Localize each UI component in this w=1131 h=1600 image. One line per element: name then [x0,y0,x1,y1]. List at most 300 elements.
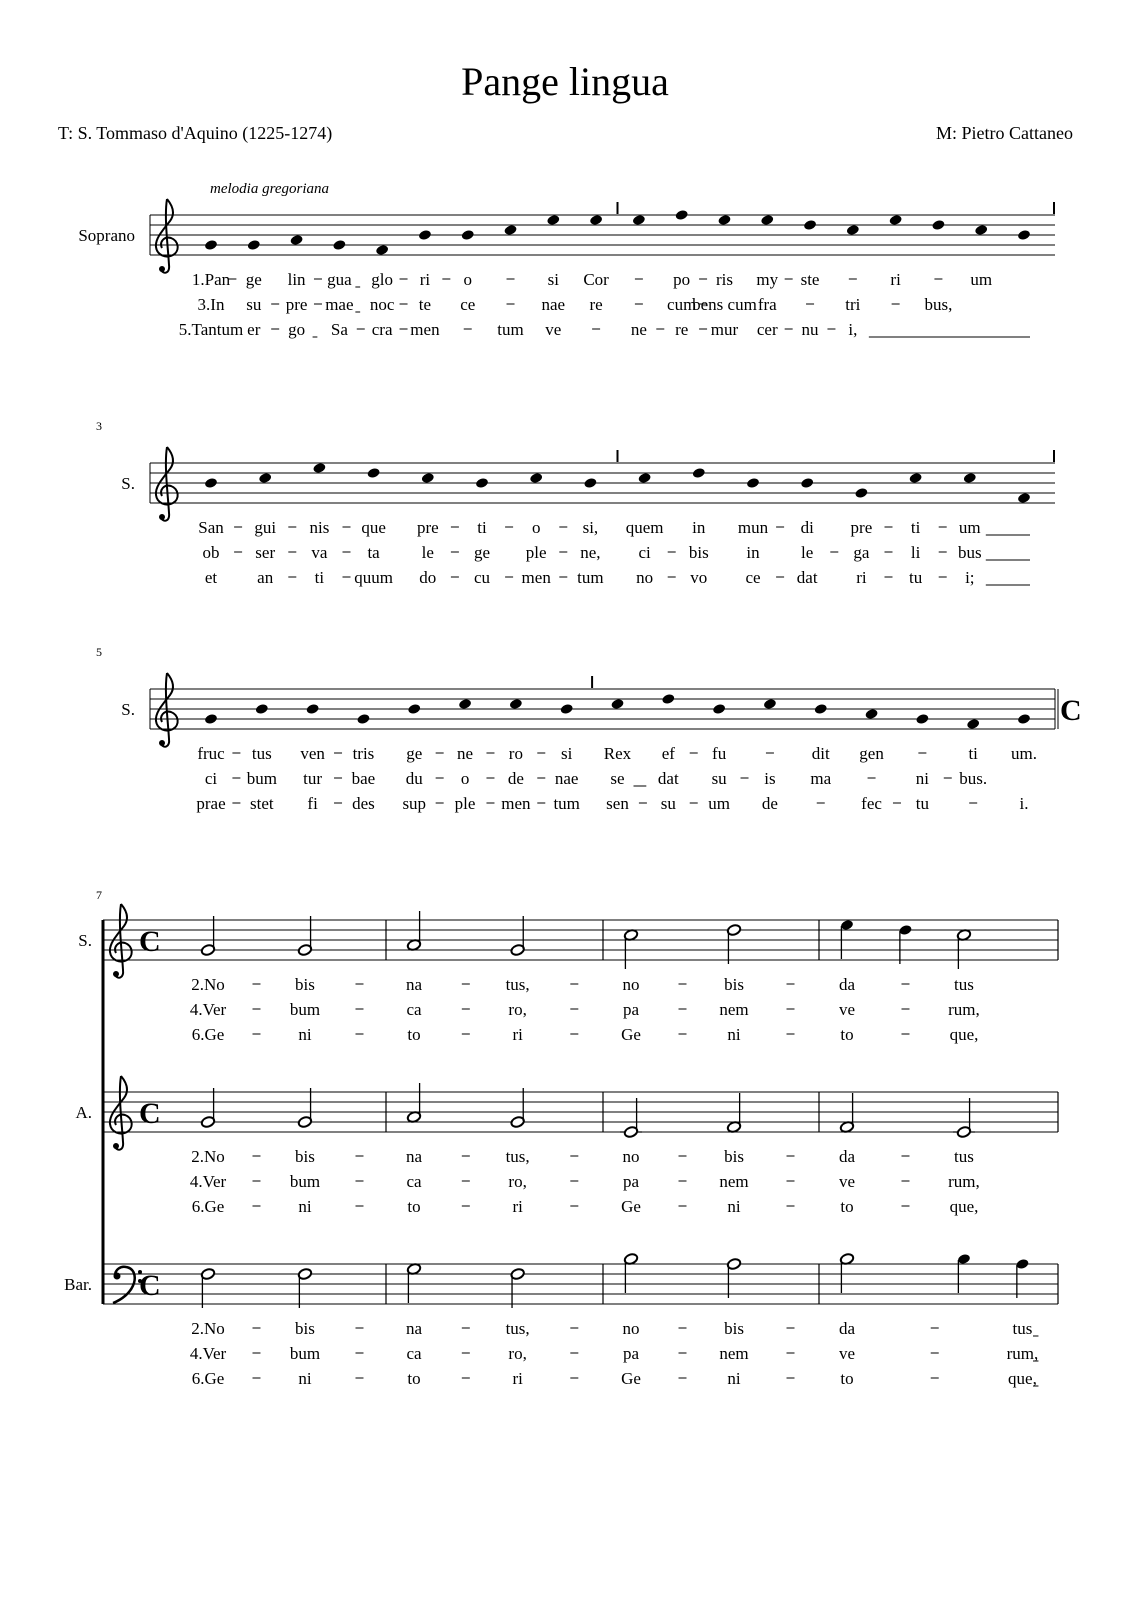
lyric-syllable: sup [402,794,427,813]
lyric-syllable: su [246,295,262,314]
lyric-syllable: nu [801,320,819,339]
lyric-syllable: tum [553,794,580,813]
lyric-syllable: tus, [505,975,530,994]
note-head [560,703,574,715]
treble-clef-stem [115,904,123,978]
lyric-syllable: ce [460,295,476,314]
lyric-syllable: 4.Ver [189,1172,227,1191]
lyric-syllable: pa [622,1172,640,1191]
lyric-syllable: i. [1019,794,1029,813]
lyric-syllable: si [561,744,573,763]
note-head [760,214,774,226]
lyric-syllable: ni [727,1025,741,1044]
lyric-syllable: bus, [924,295,953,314]
lyric-syllable: 1.Pan [191,270,231,289]
treble-clef-stem [115,1076,123,1150]
note-head [763,698,777,710]
choir-system [64,888,1058,1388]
lyric-syllable: ni [727,1197,741,1216]
note-head [367,467,381,479]
lyric-syllable: su [660,794,676,813]
lyric-syllable: mun [737,518,769,537]
bass-clef-dot [114,1273,121,1280]
note-head [375,244,389,256]
lyric-syllable: fec [861,794,882,813]
lyric-syllable: que [361,518,386,537]
lyric-syllable: va [311,543,328,562]
lyric-syllable: 5.Tantum [178,320,244,339]
lyric-syllable: to [407,1369,421,1388]
staff-label: S. [121,700,135,719]
lyric-syllable: le [421,543,434,562]
lyric-syllable: 4.Ver [189,1344,227,1363]
lyric-syllable: ne [630,320,647,339]
note-head [503,224,517,236]
lyric-syllable: pa [622,1344,640,1363]
lyric-syllable: ni [298,1197,312,1216]
lyric-syllable: bis [295,1319,315,1338]
lyric-syllable: que, [1008,1369,1037,1388]
lyric-syllable: Sa [330,320,348,339]
lyric-syllable: ne, [580,543,601,562]
lyric-syllable: lin [287,270,306,289]
lyric-syllable: cer [756,320,778,339]
lyric-syllable: noc [369,295,395,314]
treble-clef-dot [159,740,165,746]
lyric-syllable: fra [757,295,777,314]
lyric-syllable: ne [457,744,474,763]
time-signature: C [139,1097,161,1130]
lyric-syllable: rum, [1006,1344,1039,1363]
lyric-syllable: na [405,975,423,994]
choir-staff [75,1076,1058,1216]
lyric-syllable: tu [915,794,929,813]
lyric-syllable: dit [811,744,830,763]
lyric-syllable: Rex [603,744,632,763]
note-head [632,214,646,226]
note-head [290,234,304,246]
lyric-syllable: bis [724,975,744,994]
lyric-syllable: 3.In [197,295,225,314]
lyric-syllable: mur [710,320,739,339]
lyric-syllable: 4.Ver [189,1000,227,1019]
lyric-syllable: ti [910,518,921,537]
lyric-syllable: um [958,518,981,537]
lyric-syllable: pa [622,1000,640,1019]
score-title: Pange lingua [461,59,669,104]
lyric-syllable: fruc [197,744,225,763]
lyric-syllable: ven [300,744,325,763]
note-head [1017,713,1031,725]
measure-number: 3 [96,419,102,433]
treble-clef-icon [156,673,178,747]
lyric-syllable: re [589,295,603,314]
lyric-syllable: ni [727,1369,741,1388]
note-head [204,713,218,725]
lyric-syllable: ple [525,543,547,562]
lyric-syllable: si [547,270,559,289]
lyric-syllable: ce [745,568,761,587]
lyric-syllable: fi [307,794,318,813]
lyric-syllable: tum [497,320,524,339]
lyric-syllable: tris [352,744,375,763]
lyric-syllable: tus, [505,1319,530,1338]
lyric-syllable: men [410,320,440,339]
lyric-syllable: to [840,1197,854,1216]
lyric-syllable: nae [554,769,579,788]
bass-clef-curve [113,1267,135,1303]
lyric-syllable: nae [541,295,566,314]
lyric-syllable: Ge [621,1369,641,1388]
lyric-syllable: ste [800,270,820,289]
note-head [915,713,929,725]
lyric-syllable: ser [255,543,276,562]
note-head [814,703,828,715]
lyric-syllable: ge [245,270,262,289]
lyric-syllable: ca [406,1000,422,1019]
lyric-syllable: Cor [583,270,609,289]
lyric-syllable: o [460,769,470,788]
lyric-syllable: re [675,320,689,339]
note-head [661,693,675,705]
note-head [803,219,817,231]
lyric-syllable: bis [688,543,709,562]
lyric-syllable: bum [246,769,277,788]
lyric-syllable: to [407,1025,421,1044]
lyric-syllable: de [507,769,524,788]
lyric-syllable: bis [295,1147,315,1166]
lyric-syllable: vo [690,568,708,587]
time-signature: C [1060,694,1082,727]
note-head [306,703,320,715]
lyric-syllable: no [622,975,640,994]
note-head [546,214,560,226]
note-head [717,214,731,226]
lyric-syllable: tu [908,568,923,587]
lyric-syllable: gua [327,270,352,289]
note-head [312,462,326,474]
note-head [589,214,603,226]
lyric-syllable: quum [354,568,393,587]
lyric-syllable: nis [309,518,330,537]
lyric-syllable: ni [915,769,929,788]
lyric-syllable: ga [853,543,870,562]
note-head [529,472,543,484]
lyric-syllable: tum [577,568,604,587]
lyric-syllable: ro, [508,1344,527,1363]
lyric-syllable: ve [838,1172,856,1191]
lyric-syllable: do [419,568,437,587]
lyric-syllable: dat [657,769,679,788]
lyric-syllable: bus [957,543,982,562]
lyric-syllable: cra [371,320,393,339]
treble-clef-icon [156,199,178,273]
staff-label: S. [121,474,135,493]
lyric-syllable: ef [661,744,675,763]
lyric-syllable: stet [250,794,274,813]
lyric-syllable: dat [796,568,818,587]
lyric-syllable: ni [298,1369,312,1388]
text-credit: T: S. Tommaso d'Aquino (1225-1274) [58,123,333,143]
lyric-syllable: um. [1011,744,1037,763]
lyric-syllable: 2.No [191,975,225,994]
lyric-syllable: to [407,1197,421,1216]
lyric-syllable: ta [367,543,380,562]
note-head [475,477,489,489]
direction-text: melodia gregoriana [210,181,330,197]
note-head [638,472,652,484]
note-head [258,472,272,484]
lyric-syllable: que, [949,1197,979,1216]
staff-label: S. [78,931,92,950]
lyric-syllable: an [257,568,274,587]
lyric-syllable: Ge [621,1197,641,1216]
note-head [800,477,814,489]
lyric-syllable: 6.Ge [191,1197,225,1216]
lyric-syllable: pre [850,518,873,537]
lyric-syllable: ri [512,1025,523,1044]
music-credit: M: Pietro Cattaneo [936,123,1073,143]
lyric-syllable: na [405,1147,423,1166]
staff-label: A. [75,1103,92,1122]
lyric-syllable: fu [712,744,727,763]
lyric-syllable: i, [848,320,858,339]
lyric-syllable: et [204,568,218,587]
treble-clef-dot [159,514,165,520]
lyric-syllable: ci [204,769,218,788]
lyric-syllable: de [761,794,778,813]
lyric-syllable: pre [285,295,308,314]
lyric-syllable: my [756,270,779,289]
lyric-syllable: in [692,518,706,537]
lyric-syllable: Ge [621,1025,641,1044]
note-head [854,487,868,499]
lyric-syllable: tur [303,769,323,788]
note-head [421,472,435,484]
lyric-syllable: si, [582,518,599,537]
note-head [418,229,432,241]
note-head [1017,492,1031,504]
lyric-syllable: bae [351,769,376,788]
lyric-syllable: gen [859,744,884,763]
lyric-syllable: tus [1012,1319,1033,1338]
lyric-syllable: su [711,769,727,788]
lyric-syllable: go [288,320,306,339]
lyric-syllable: cum [667,295,697,314]
treble-clef-icon [110,904,132,978]
lyric-syllable: ni [298,1025,312,1044]
lyric-syllable: bum [289,1344,321,1363]
lyric-syllable: nem [719,1000,749,1019]
note-head [356,713,370,725]
lyric-syllable: ti [477,518,487,537]
lyric-syllable: bum [289,1000,321,1019]
note-head [461,229,475,241]
lyric-syllable: no [636,568,654,587]
lyric-syllable: na [405,1319,423,1338]
lyric-syllable: ri [419,270,431,289]
treble-clef-dot [113,1143,119,1149]
lyric-syllable: nem [719,1344,749,1363]
lyric-syllable: mae [325,295,354,314]
note-head [204,239,218,251]
bass-clef-icon [113,1267,142,1303]
note-head [909,472,923,484]
note-head [407,703,421,715]
note-head [931,219,945,231]
lyric-syllable: 6.Ge [191,1025,225,1044]
lyric-syllable: ve [838,1344,856,1363]
lyric-syllable: tus [954,1147,974,1166]
lyric-syllable: gui [254,518,277,537]
lyric-syllable: ge [406,744,423,763]
lyric-syllable: ple [454,794,476,813]
note-head [247,239,261,251]
note-head [610,698,624,710]
lyric-syllable: glo [371,270,394,289]
lyric-syllable: li [910,543,921,562]
note-head [974,224,988,236]
note-head [746,477,760,489]
lyric-syllable: te [418,295,432,314]
time-signature: C [139,1269,161,1302]
lyric-syllable: ri [512,1369,523,1388]
lyric-syllable: ci [638,543,651,562]
lyric-syllable: rum, [948,1000,980,1019]
lyric-syllable: da [838,1147,856,1166]
treble-clef-stem [161,673,169,747]
lyric-syllable: sen [606,794,629,813]
lyric-syllable: le [801,543,814,562]
lyric-syllable: is [764,769,776,788]
note-head [1017,229,1031,241]
lyric-syllable: du [405,769,423,788]
note-head [966,718,980,730]
lyric-syllable: tri [845,295,861,314]
lyric-syllable: 2.No [191,1319,225,1338]
lyric-syllable: bus. [959,769,988,788]
lyric-syllable: i; [965,568,975,587]
note-head [889,214,903,226]
lyric-syllable: ri [890,270,901,289]
lyric-syllable: 2.No [191,1147,225,1166]
lyric-syllable: da [838,1319,856,1338]
lyric-syllable: men [521,568,551,587]
lyric-syllable: ri [512,1197,523,1216]
staff-label: Soprano [78,226,135,245]
note-head [255,703,269,715]
chant-system [78,199,1055,339]
lyric-syllable: ve [545,320,562,339]
lyric-syllable: 6.Ge [191,1369,225,1388]
lyric-syllable: bis [724,1319,744,1338]
lyric-syllable: o [463,270,472,289]
note-head [509,698,523,710]
lyric-syllable: um [708,794,730,813]
lyric-syllable: tus [954,975,974,994]
note-head [204,477,218,489]
lyric-syllable: da [838,975,856,994]
lyric-syllable: rum, [948,1172,980,1191]
lyric-syllable: tus [251,744,272,763]
lyric-syllable: ma [810,769,832,788]
time-signature: C [139,925,161,958]
lyric-syllable: bis [724,1147,744,1166]
lyric-syllable: o [531,518,541,537]
treble-clef-icon [110,1076,132,1150]
lyric-syllable: ge [473,543,491,562]
lyric-syllable: se [610,769,625,788]
lyric-syllable: pre [416,518,439,537]
choir-staff [78,904,1058,1044]
lyric-syllable: que, [949,1025,979,1044]
note-head [332,239,346,251]
chant-system [96,419,1055,587]
lyric-syllable: ro, [508,1000,527,1019]
lyric-syllable: cu [473,568,491,587]
lyric-syllable: ca [406,1344,422,1363]
note-head [712,703,726,715]
lyric-syllable: um [970,270,993,289]
lyric-syllable: to [840,1025,854,1044]
treble-clef-stem [161,447,169,521]
chant-system [96,645,1082,813]
lyric-syllable: ob [202,543,220,562]
lyric-syllable: bens cum [692,295,757,314]
lyric-syllable: nem [719,1172,749,1191]
lyric-syllable: po [673,270,691,289]
lyric-syllable: ro, [508,1172,527,1191]
music-notation [64,199,1082,1388]
note-head [963,472,977,484]
lyric-syllable: ve [838,1000,856,1019]
lyric-syllable: San [198,518,224,537]
lyric-syllable: prae [196,794,226,813]
lyric-syllable: to [840,1369,854,1388]
lyric-syllable: er [247,320,261,339]
note-head [692,467,706,479]
note-head [846,224,860,236]
lyric-syllable: ro [508,744,523,763]
note-head [864,708,878,720]
treble-clef-icon [156,447,178,521]
lyric-syllable: di [800,518,814,537]
lyric-syllable: men [501,794,531,813]
lyric-syllable: quem [625,518,664,537]
note-head [675,209,689,221]
lyric-syllable: ti [314,568,325,587]
note-head [583,477,597,489]
lyric-syllable: in [746,543,760,562]
lyric-syllable: bum [289,1172,321,1191]
lyric-syllable: des [352,794,375,813]
choir-staff [64,1253,1058,1388]
measure-number: 7 [96,888,102,902]
lyric-syllable: no [622,1319,640,1338]
lyric-syllable: ris [715,270,733,289]
staff-label: Bar. [64,1275,92,1294]
lyric-syllable: ri [856,568,867,587]
lyric-syllable: bis [295,975,315,994]
measure-number: 5 [96,645,102,659]
lyric-syllable: ca [406,1172,422,1191]
treble-clef-stem [161,199,169,273]
lyric-syllable: ti [968,744,978,763]
treble-clef-dot [113,971,119,977]
lyric-syllable: no [622,1147,640,1166]
treble-clef-dot [159,266,165,272]
lyric-syllable: tus, [505,1147,530,1166]
